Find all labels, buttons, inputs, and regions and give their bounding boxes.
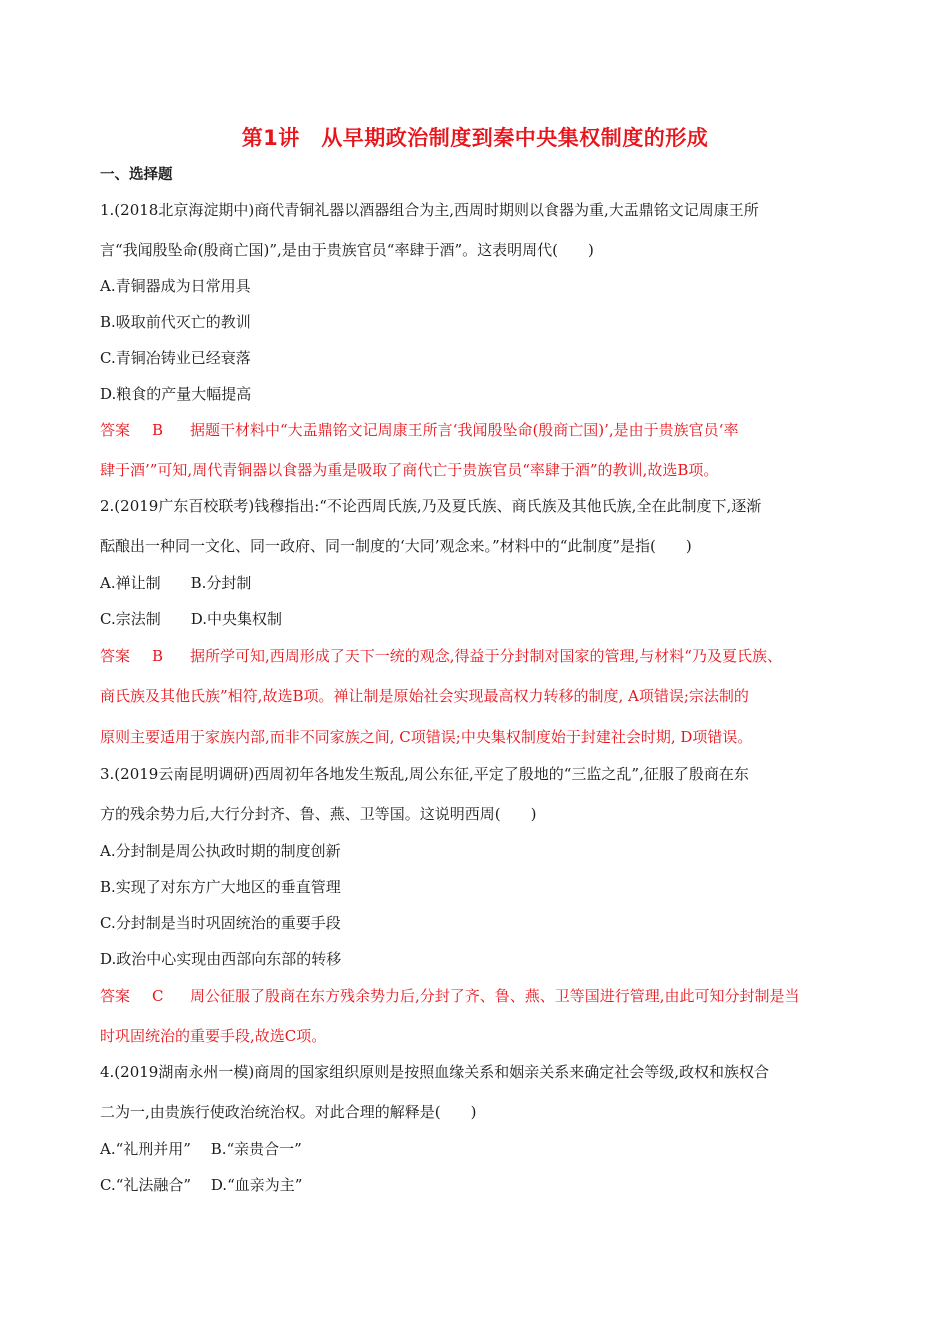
question-2-stem-line-2: 酝酿出一种同一文化、同一政府、同一制度的‘大同’观念来。”材料中的“此制度”是指( ) [100, 537, 692, 555]
answer-explanation: 据题干材料中“大盂鼎铭文记周康王所言‘我闻殷坠命(殷商亡国)’,是由于贵族官员‘率 [190, 421, 739, 439]
question-1-stem-line-1: 1.(2018北京海淀期中)商代青铜礼器以酒器组合为主,西周时期则以食器为重,大盂鼎铭文记周康王所 [100, 201, 759, 219]
question-4-stem-line-1: 4.(2019湖南永州一模)商周的国家组织原则是按照血缘关系和姻亲关系来确定社会等级,政权和族权合 [100, 1063, 769, 1081]
question-2-stem-line-1: 2.(2019广东百校联考)钱穆指出:“不论西周氏族,乃及夏氏族、商氏族及其他氏族,全在此制度下,逐渐 [100, 497, 762, 515]
question-1-stem-line-2: 言“我闻殷坠命(殷商亡国)”,是由于贵族官员“率肆于酒”。这表明周代( ) [100, 241, 594, 259]
page-title: 第1讲 从早期政治制度到秦中央集权制度的形成 [241, 126, 709, 150]
question-2-options-line-1: A.禅让制 B.分封制 [100, 574, 252, 592]
answer-choice: B [152, 647, 164, 665]
answer-label: 答案 [100, 987, 131, 1005]
question-1-option-a: A.青铜器成为日常用具 [100, 277, 251, 295]
question-3-stem-line-2: 方的残余势力后,大行分封齐、鲁、燕、卫等国。这说明西周( ) [100, 805, 537, 823]
answer-explanation: 据所学可知,西周形成了天下一统的观念,得益于分封制对国家的管理,与材料“乃及夏氏族、 [190, 647, 782, 665]
question-1-option-d: D.粮食的产量大幅提高 [100, 385, 252, 403]
answer-explanation: 周公征服了殷商在东方残余势力后,分封了齐、鲁、燕、卫等国进行管理,由此可知分封制是当 [190, 987, 800, 1005]
question-2-answer-line-3: 原则主要适用于家族内部,而非不同家族之间, C项错误;中央集权制度始于封建社会时期, D项错误。 [100, 728, 753, 746]
section-heading: 一、选择题 [100, 167, 173, 183]
question-1-answer-line-1 [100, 420, 852, 440]
question-3-option-a: A.分封制是周公执政时期的制度创新 [100, 842, 341, 860]
question-3-option-d: D.政治中心实现由西部向东部的转移 [100, 950, 342, 968]
question-2-options-line-2: C.宗法制 D.中央集权制 [100, 610, 282, 628]
answer-label: 答案 [100, 647, 131, 665]
question-4-options-line-2: C.“礼法融合” D.“血亲为主” [100, 1176, 303, 1194]
answer-choice: B [152, 421, 164, 439]
question-2-answer-line-2: 商氏族及其他氏族”相符,故选B项。禅让制是原始社会实现最高权力转移的制度, A项错误;宗法制的 [100, 687, 749, 705]
question-1-option-b: B.吸取前代灭亡的教训 [100, 313, 251, 331]
question-3-answer-line-2: 时巩固统治的重要手段,故选C项。 [100, 1027, 327, 1045]
question-3-answer-line-1 [100, 986, 852, 1006]
answer-label: 答案 [100, 421, 131, 439]
question-3-option-c: C.分封制是当时巩固统治的重要手段 [100, 914, 341, 932]
question-3-stem-line-1: 3.(2019云南昆明调研)西周初年各地发生叛乱,周公东征,平定了殷地的“三监之乱”,征服了殷商在东 [100, 765, 749, 783]
question-2-answer-line-1 [100, 646, 852, 666]
answer-choice: C [152, 987, 164, 1005]
question-4-options-line-1: A.“礼刑并用” B.“亲贵合一” [100, 1140, 302, 1158]
question-1-answer-line-2: 肆于酒’”可知,周代青铜器以食器为重是吸取了商代亡于贵族官员“率肆于酒”的教训,故选B项。 [100, 461, 719, 479]
question-4-stem-line-2: 二为一,由贵族行使政治统治权。对此合理的解释是( ) [100, 1103, 477, 1121]
question-1-option-c: C.青铜冶铸业已经衰落 [100, 349, 251, 367]
question-3-option-b: B.实现了对东方广大地区的垂直管理 [100, 878, 341, 896]
